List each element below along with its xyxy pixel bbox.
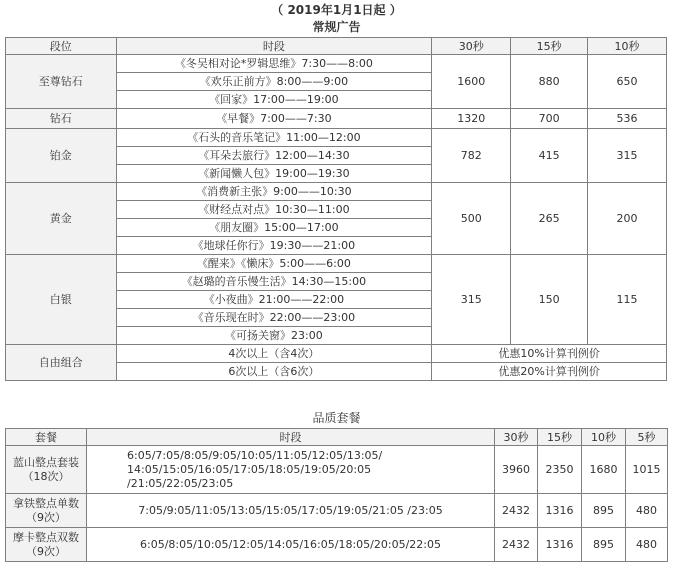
timeslot-cell: 《欢乐正前方》8:00——9:00	[116, 73, 432, 91]
package-name-cell	[6, 446, 87, 494]
price-30s: 500	[432, 183, 511, 255]
schedule-line: 14:05/15:05/16:05/17:05/18:05/19:05/20:05	[127, 462, 372, 476]
table-row	[6, 494, 668, 528]
tier-cell: 至尊钻石	[6, 55, 117, 109]
price-10s: 115	[588, 255, 667, 345]
table-row	[6, 528, 668, 562]
header-30s: 30秒	[495, 429, 538, 446]
price-15s: 150	[511, 255, 588, 345]
header-tier: 段位	[6, 38, 117, 55]
package-name: 摩卡整点双数	[13, 530, 79, 544]
regular-ads-table	[5, 37, 667, 381]
timeslot-cell: 《可扬关窗》23:00	[116, 327, 432, 345]
timeslot-cell: 《冬吴相对论*罗辑思维》7:30——8:00	[116, 55, 432, 73]
timeslot-cell: 《音乐现在时》22:00——23:00	[116, 309, 432, 327]
table-row	[6, 109, 667, 129]
price-30s: 782	[432, 129, 511, 183]
price-15s: 265	[511, 183, 588, 255]
timeslot-cell: 《地球任你行》19:30——21:00	[116, 237, 432, 255]
schedule-cell	[87, 528, 495, 562]
price-5s: 480	[626, 528, 668, 562]
table-row	[6, 446, 668, 494]
timeslot-cell: 《消费新主张》9:00——10:30	[116, 183, 432, 201]
header-15s: 15秒	[538, 429, 582, 446]
header-30s: 30秒	[432, 38, 511, 55]
schedule-line: 6:05/8:05/10:05/12:05/14:05/16:05/18:05/20:05/22:05	[140, 538, 441, 551]
header-package: 套餐	[6, 429, 87, 446]
combo-discount: 优惠10%计算刊例价	[432, 345, 667, 363]
price-5s: 480	[626, 494, 668, 528]
timeslot-cell: 《朋友圈》15:00—17:00	[116, 219, 432, 237]
timeslot-cell: 《石头的音乐笔记》11:00—12:00	[116, 129, 432, 147]
header-timeslot: 时段	[87, 429, 495, 446]
tier-cell: 铂金	[6, 129, 117, 183]
package-name-cell	[6, 494, 87, 528]
header-timeslot: 时段	[116, 38, 432, 55]
tier-cell: 黄金	[6, 183, 117, 255]
header-10s: 10秒	[588, 38, 667, 55]
combo-condition: 4次以上（含4次）	[116, 345, 432, 363]
price-15s: 1316	[538, 494, 582, 528]
header-10s: 10秒	[582, 429, 626, 446]
table-row	[6, 129, 667, 147]
price-10s: 895	[582, 528, 626, 562]
tier-cell: 自由组合	[6, 345, 117, 381]
table-row	[6, 255, 667, 273]
schedule-cell	[87, 446, 495, 494]
price-15s: 415	[511, 129, 588, 183]
combo-discount: 优惠20%计算刊例价	[432, 363, 667, 381]
price-30s: 3960	[495, 446, 538, 494]
table-row	[6, 183, 667, 201]
price-10s: 895	[582, 494, 626, 528]
price-30s: 315	[432, 255, 511, 345]
price-10s: 315	[588, 129, 667, 183]
package-count: （18次）	[22, 469, 70, 483]
table-row	[6, 345, 667, 363]
timeslot-cell: 《醒来》《懒床》5:00——6:00	[116, 255, 432, 273]
header-5s: 5秒	[626, 429, 668, 446]
price-15s: 880	[511, 55, 588, 109]
price-15s: 700	[511, 109, 588, 129]
quality-package-title: 品质套餐	[312, 411, 361, 425]
price-15s: 2350	[538, 446, 582, 494]
schedule-line: 7:05/9:05/11:05/13:05/15:05/17:05/19:05/21:05 /23:05	[138, 504, 443, 517]
timeslot-cell: 《赵璐的音乐慢生活》14:30—15:00	[116, 273, 432, 291]
schedule-line: /21:05/22:05/23:05	[127, 476, 234, 490]
timeslot-cell: 《回家》17:00——19:00	[116, 91, 432, 109]
price-15s: 1316	[538, 528, 582, 562]
timeslot-cell: 《财经点对点》10:30—11:00	[116, 201, 432, 219]
timeslot-cell: 《早餐》7:00——7:30	[116, 109, 432, 129]
price-10s: 1680	[582, 446, 626, 494]
package-name: 蓝山整点套装	[13, 455, 79, 469]
schedule-line: 6:05/7:05/8:05/9:05/10:05/11:05/12:05/13:05/	[127, 448, 383, 462]
price-10s: 650	[588, 55, 667, 109]
price-10s: 536	[588, 109, 667, 129]
timeslot-cell: 《新闻懒人包》19:00—19:30	[116, 165, 432, 183]
timeslot-cell: 《小夜曲》21:00——22:00	[116, 291, 432, 309]
table-header-row	[6, 38, 667, 55]
price-30s: 1600	[432, 55, 511, 109]
schedule-cell	[87, 494, 495, 528]
date-caption: （ 2019年1月1日起 ）	[271, 3, 402, 17]
table-header-row	[6, 429, 668, 446]
package-name-cell	[6, 528, 87, 562]
price-10s: 200	[588, 183, 667, 255]
table-row	[6, 55, 667, 73]
tier-cell: 钻石	[6, 109, 117, 129]
combo-condition: 6次以上（含6次）	[116, 363, 432, 381]
price-5s: 1015	[626, 446, 668, 494]
price-30s: 2432	[495, 494, 538, 528]
package-count: （9次）	[26, 510, 66, 524]
tier-cell: 白银	[6, 255, 117, 345]
price-30s: 1320	[432, 109, 511, 129]
price-30s: 2432	[495, 528, 538, 562]
timeslot-cell: 《耳朵去旅行》12:00—14:30	[116, 147, 432, 165]
package-count: （9次）	[26, 544, 66, 558]
quality-package-table	[5, 428, 668, 562]
regular-ads-title: 常规广告	[312, 20, 361, 34]
package-name: 拿铁整点单数	[13, 496, 79, 510]
header-15s: 15秒	[511, 38, 588, 55]
